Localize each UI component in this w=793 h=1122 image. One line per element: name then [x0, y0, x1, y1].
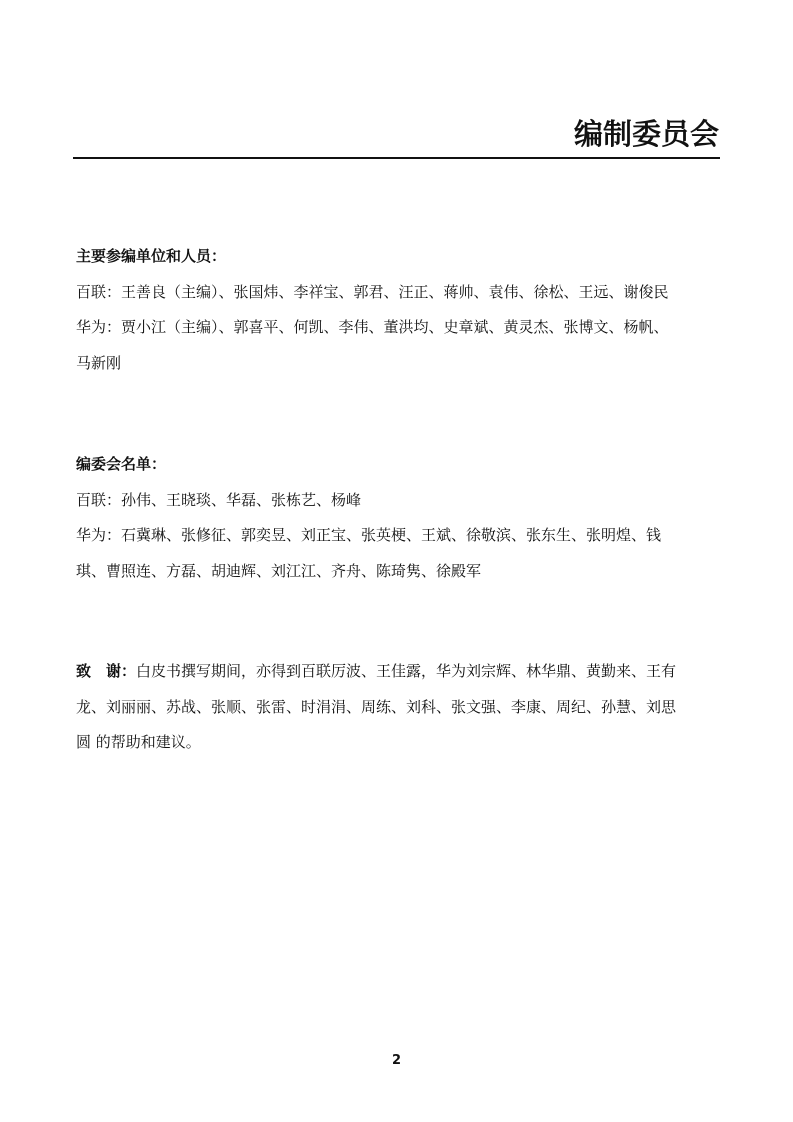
acknowledgement-text: 白皮书撰写期间，亦得到百联厉波、王佳露，华为刘宗辉、林华鼎、黄勤来、王有	[136, 662, 677, 680]
acknowledgement-line-3: 圆 的帮助和建议。	[76, 733, 201, 751]
acknowledgement-line	[76, 654, 720, 690]
participants-baidu-line: 百联：王善良（主编）、张国炜、李祥宝、郭君、汪正、蒋帅、袁伟、徐松、王远、谢俊民	[76, 282, 669, 301]
committee-heading: 编委会名单：	[76, 455, 167, 473]
title-divider	[73, 157, 720, 159]
page-title: 编制委员会	[573, 117, 719, 151]
participants-huawei-line: 华为：贾小江（主编）、郭喜平、何凯、李伟、董洪均、史章斌、黄灵杰、张博文、杨帆、	[76, 318, 669, 336]
participants-huawei-line-cont: 马新刚	[76, 353, 122, 372]
committee-baidu-line: 百联：孙伟、王晓琰、华磊、张栋艺、杨峰	[76, 490, 362, 509]
committee-section	[76, 447, 720, 589]
committee-huawei-line: 华为：石冀琳、张修征、郭奕昱、刘正宝、张英梗、王斌、徐敬滨、张东生、张明煌、钱	[76, 526, 662, 544]
committee-huawei-line-cont: 琪、曹照连、方磊、胡迪辉、刘江江、齐舟、陈琦隽、徐殿军	[76, 561, 482, 580]
page-number: 2	[391, 1053, 402, 1068]
acknowledgement-line-2: 龙、刘丽丽、苏战、张顺、张雷、时涓涓、周练、刘科、张文强、李康、周纪、孙慧、刘思	[76, 697, 677, 716]
participants-section	[76, 239, 720, 381]
participants-heading: 主要参编单位和人员：	[76, 247, 227, 265]
acknowledgement-label: 致 谢：	[76, 662, 137, 680]
acknowledgement-section	[76, 654, 720, 761]
